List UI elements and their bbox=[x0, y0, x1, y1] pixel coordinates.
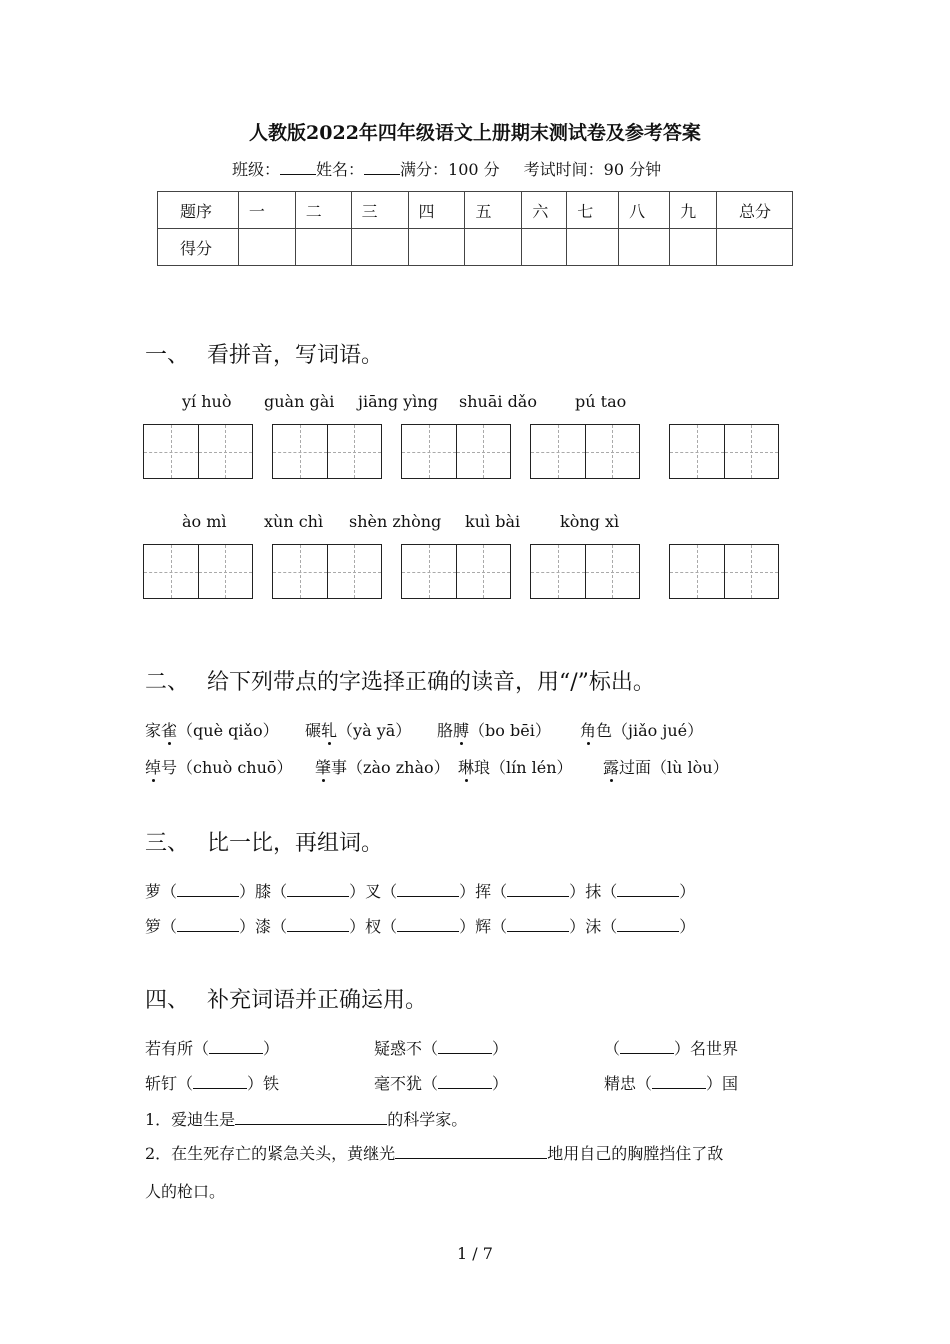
answer-blank[interactable] bbox=[397, 917, 459, 932]
score-table bbox=[157, 191, 793, 266]
table-cell: 七 bbox=[567, 192, 619, 229]
answer-blank[interactable] bbox=[287, 917, 349, 932]
pinyin-label: kuì bài bbox=[465, 512, 521, 531]
name-blank bbox=[364, 160, 400, 175]
score-cell[interactable] bbox=[670, 229, 717, 266]
pinyin-label: ào mì bbox=[182, 512, 227, 531]
writing-grid[interactable] bbox=[530, 424, 640, 479]
question-2: 2．在生死存亡的紧急关头，黄继光 地用自己的胸膛挡住了敌 bbox=[145, 1144, 724, 1163]
reading-item: 胳膊（bo bēi） bbox=[437, 718, 551, 741]
table-cell: 二 bbox=[295, 192, 351, 229]
table-cell: 九 bbox=[670, 192, 717, 229]
answer-blank[interactable] bbox=[652, 1074, 706, 1089]
writing-grid[interactable] bbox=[530, 544, 640, 599]
answer-blank[interactable] bbox=[177, 882, 239, 897]
answer-blank[interactable] bbox=[438, 1074, 492, 1089]
answer-blank[interactable] bbox=[235, 1110, 387, 1125]
class-label: 班级： bbox=[232, 160, 281, 179]
table-cell: 八 bbox=[619, 192, 670, 229]
reading-item: 肇事（zào zhào） bbox=[315, 755, 450, 778]
score-cell[interactable] bbox=[351, 229, 408, 266]
score-cell[interactable] bbox=[465, 229, 522, 266]
writing-grid[interactable] bbox=[669, 424, 779, 479]
answer-blank[interactable] bbox=[438, 1039, 492, 1054]
section-1-heading: 一、 看拼音，写词语。 bbox=[145, 343, 384, 368]
answer-blank[interactable] bbox=[617, 917, 679, 932]
section-2-heading: 二、 给下列带点的字选择正确的读音，用“/”标出。 bbox=[145, 670, 655, 695]
answer-blank[interactable] bbox=[507, 917, 569, 932]
class-blank bbox=[280, 160, 316, 175]
score-cell[interactable] bbox=[567, 229, 619, 266]
answer-blank[interactable] bbox=[397, 882, 459, 897]
idiom-item: 毫不犹（ ） bbox=[374, 1074, 509, 1093]
writing-grid[interactable] bbox=[143, 424, 253, 479]
table-cell: 四 bbox=[408, 192, 465, 229]
exam-info bbox=[232, 157, 661, 180]
page-title: 人教版2022年四年级语文上册期末测试卷及参考答案 bbox=[249, 122, 701, 144]
writing-grid[interactable] bbox=[143, 544, 253, 599]
pinyin-label: shuāi dǎo bbox=[459, 392, 537, 411]
idiom-item: （ ）名世界 bbox=[604, 1039, 739, 1058]
full-score: 满分：100 分 bbox=[400, 160, 500, 179]
answer-blank[interactable] bbox=[193, 1074, 247, 1089]
table-cell: 总分 bbox=[717, 192, 793, 229]
answer-blank[interactable] bbox=[617, 882, 679, 897]
answer-blank[interactable] bbox=[209, 1039, 263, 1054]
idiom-item: 若有所（ ） bbox=[145, 1039, 280, 1058]
section-4-heading: 四、 补充词语并正确运用。 bbox=[145, 988, 428, 1013]
writing-grid[interactable] bbox=[272, 544, 382, 599]
pinyin-label: yí huò bbox=[182, 392, 232, 411]
reading-item: 琳琅（lín lén） bbox=[458, 755, 573, 778]
table-cell: 得分 bbox=[158, 229, 239, 266]
idiom-item: 斩钉（ ）铁 bbox=[145, 1074, 280, 1093]
score-cell[interactable] bbox=[408, 229, 465, 266]
answer-blank[interactable] bbox=[507, 882, 569, 897]
writing-grid[interactable] bbox=[669, 544, 779, 599]
writing-grid[interactable] bbox=[401, 424, 511, 479]
compare-row: 萝（ ）膝（ ）叉（ ）挥（ ）抹（ ） bbox=[145, 882, 696, 901]
pinyin-label: shèn zhòng bbox=[349, 512, 442, 531]
reading-item: 碾轧（yà yā） bbox=[305, 718, 411, 741]
pinyin-label: xùn chì bbox=[264, 512, 324, 531]
table-cell: 五 bbox=[465, 192, 522, 229]
score-cell[interactable] bbox=[238, 229, 295, 266]
question-2-continued: 人的枪口。 bbox=[145, 1182, 226, 1201]
table-cell: 三 bbox=[351, 192, 408, 229]
table-cell: 一 bbox=[238, 192, 295, 229]
question-1: 1．爱迪生是 的科学家。 bbox=[145, 1110, 468, 1129]
pinyin-label: guàn gài bbox=[264, 392, 335, 411]
reading-item: 家雀（què qiǎo） bbox=[145, 718, 279, 741]
section-3-heading: 三、 比一比，再组词。 bbox=[145, 831, 384, 856]
compare-row: 箩（ ）漆（ ）杈（ ）辉（ ）沫（ ） bbox=[145, 917, 696, 936]
idiom-item: 疑惑不（ ） bbox=[374, 1039, 509, 1058]
answer-blank[interactable] bbox=[177, 917, 239, 932]
reading-item: 绰号（chuò chuō） bbox=[145, 755, 293, 778]
idiom-item: 精忠（ ）国 bbox=[604, 1074, 739, 1093]
table-cell: 题序 bbox=[158, 192, 239, 229]
score-cell[interactable] bbox=[717, 229, 793, 266]
score-cell[interactable] bbox=[522, 229, 567, 266]
table-cell: 六 bbox=[522, 192, 567, 229]
score-cell[interactable] bbox=[619, 229, 670, 266]
reading-item: 角色（jiǎo jué） bbox=[580, 718, 703, 741]
score-table-score-row bbox=[158, 229, 793, 266]
writing-grid[interactable] bbox=[272, 424, 382, 479]
pinyin-label: pú tao bbox=[575, 392, 627, 411]
answer-blank[interactable] bbox=[395, 1144, 547, 1159]
answer-blank[interactable] bbox=[620, 1039, 674, 1054]
score-table-header-row bbox=[158, 192, 793, 229]
exam-time: 考试时间：90 分钟 bbox=[523, 160, 662, 179]
pinyin-label: kòng xì bbox=[560, 512, 620, 531]
name-label: 姓名： bbox=[316, 160, 365, 179]
reading-item: 露过面（lù lòu） bbox=[603, 755, 729, 778]
page-number: 1 / 7 bbox=[457, 1244, 493, 1263]
answer-blank[interactable] bbox=[287, 882, 349, 897]
writing-grid[interactable] bbox=[401, 544, 511, 599]
pinyin-label: jiāng yìng bbox=[358, 392, 438, 411]
score-cell[interactable] bbox=[295, 229, 351, 266]
